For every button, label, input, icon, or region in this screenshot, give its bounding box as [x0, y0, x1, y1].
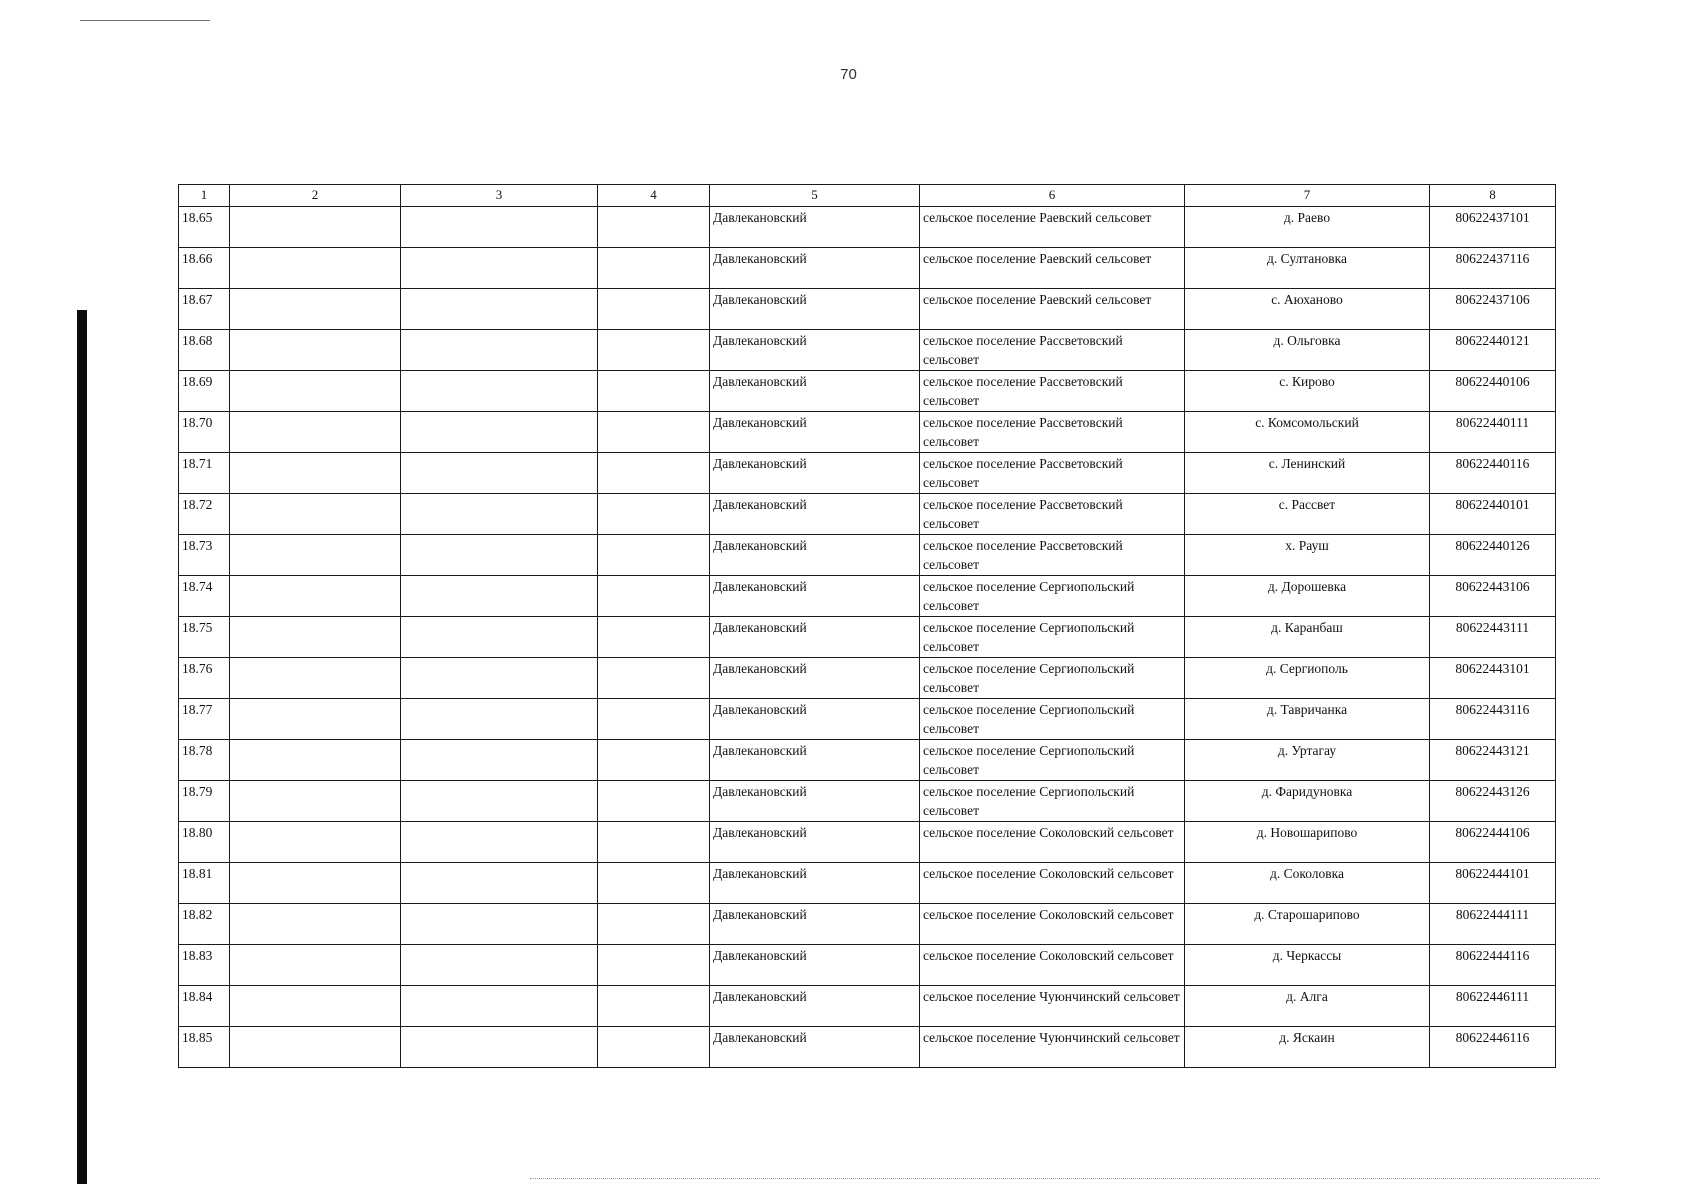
settlement-cell: сельское поселение Чуюнчинский сельсовет — [920, 986, 1185, 1027]
locality-cell: д. Каранбаш — [1185, 617, 1430, 658]
empty-cell — [230, 699, 401, 740]
district-cell: Давлекановский — [710, 781, 920, 822]
district-cell: Давлекановский — [710, 412, 920, 453]
empty-cell — [401, 904, 598, 945]
table-row — [179, 1027, 1556, 1068]
row-number-cell: 18.74 — [179, 576, 230, 617]
row-number-cell: 18.66 — [179, 248, 230, 289]
table-body — [179, 207, 1556, 1068]
table-row — [179, 576, 1556, 617]
settlement-cell: сельское поселение Рассветовский сельсовет — [920, 330, 1185, 371]
scan-top-line — [80, 20, 210, 21]
column-header: 3 — [401, 185, 598, 207]
empty-cell — [598, 986, 710, 1027]
table-row — [179, 904, 1556, 945]
oktmo-code-cell: 80622444116 — [1430, 945, 1556, 986]
empty-cell — [401, 781, 598, 822]
empty-cell — [598, 1027, 710, 1068]
row-number-cell: 18.72 — [179, 494, 230, 535]
empty-cell — [598, 289, 710, 330]
oktmo-code-cell: 80622437101 — [1430, 207, 1556, 248]
oktmo-code-cell: 80622443121 — [1430, 740, 1556, 781]
locality-cell: д. Яскаин — [1185, 1027, 1430, 1068]
table-row — [179, 248, 1556, 289]
row-number-cell: 18.78 — [179, 740, 230, 781]
table-row — [179, 371, 1556, 412]
district-cell: Давлекановский — [710, 740, 920, 781]
oktmo-code-cell: 80622440121 — [1430, 330, 1556, 371]
oktmo-code-cell: 80622443126 — [1430, 781, 1556, 822]
locality-cell: с. Кирово — [1185, 371, 1430, 412]
district-cell: Давлекановский — [710, 1027, 920, 1068]
locality-cell: х. Рауш — [1185, 535, 1430, 576]
oktmo-code-cell: 80622440101 — [1430, 494, 1556, 535]
empty-cell — [401, 412, 598, 453]
empty-cell — [598, 904, 710, 945]
row-number-cell: 18.70 — [179, 412, 230, 453]
locality-cell: д. Сергиополь — [1185, 658, 1430, 699]
empty-cell — [598, 576, 710, 617]
row-number-cell: 18.67 — [179, 289, 230, 330]
column-header: 7 — [1185, 185, 1430, 207]
locality-cell: с. Ленинский — [1185, 453, 1430, 494]
oktmo-code-cell: 80622437106 — [1430, 289, 1556, 330]
column-header: 4 — [598, 185, 710, 207]
empty-cell — [598, 863, 710, 904]
column-header: 2 — [230, 185, 401, 207]
page-number: 70 — [840, 66, 857, 83]
empty-cell — [598, 822, 710, 863]
district-cell: Давлекановский — [710, 494, 920, 535]
scan-edge-shadow — [77, 310, 87, 1184]
settlement-cell: сельское поселение Соколовский сельсовет — [920, 822, 1185, 863]
district-cell: Давлекановский — [710, 904, 920, 945]
table-row — [179, 289, 1556, 330]
empty-cell — [230, 412, 401, 453]
column-header: 8 — [1430, 185, 1556, 207]
row-number-cell: 18.85 — [179, 1027, 230, 1068]
empty-cell — [401, 248, 598, 289]
district-cell: Давлекановский — [710, 863, 920, 904]
table-row — [179, 781, 1556, 822]
table-row — [179, 740, 1556, 781]
oktmo-code-cell: 80622443116 — [1430, 699, 1556, 740]
oktmo-code-cell: 80622446111 — [1430, 986, 1556, 1027]
table-row — [179, 412, 1556, 453]
locality-cell: д. Старошарипово — [1185, 904, 1430, 945]
settlement-cell: сельское поселение Рассветовский сельсовет — [920, 494, 1185, 535]
district-cell: Давлекановский — [710, 535, 920, 576]
oktmo-code-cell: 80622443111 — [1430, 617, 1556, 658]
empty-cell — [401, 945, 598, 986]
settlement-cell: сельское поселение Рассветовский сельсовет — [920, 535, 1185, 576]
empty-cell — [401, 822, 598, 863]
empty-cell — [401, 371, 598, 412]
empty-cell — [230, 248, 401, 289]
empty-cell — [230, 494, 401, 535]
table-row — [179, 699, 1556, 740]
district-cell: Давлекановский — [710, 371, 920, 412]
settlement-cell: сельское поселение Сергиопольский сельсовет — [920, 617, 1185, 658]
locality-cell: д. Тавричанка — [1185, 699, 1430, 740]
empty-cell — [401, 330, 598, 371]
settlement-cell: сельское поселение Чуюнчинский сельсовет — [920, 1027, 1185, 1068]
empty-cell — [230, 822, 401, 863]
empty-cell — [230, 289, 401, 330]
locality-cell: д. Алга — [1185, 986, 1430, 1027]
empty-cell — [598, 617, 710, 658]
oktmo-code-cell: 80622440111 — [1430, 412, 1556, 453]
empty-cell — [401, 576, 598, 617]
settlement-cell: сельское поселение Соколовский сельсовет — [920, 863, 1185, 904]
empty-cell — [230, 576, 401, 617]
table-row — [179, 822, 1556, 863]
locality-cell: д. Султановка — [1185, 248, 1430, 289]
settlement-cell: сельское поселение Рассветовский сельсовет — [920, 371, 1185, 412]
empty-cell — [598, 494, 710, 535]
locality-cell: с. Комсомольский — [1185, 412, 1430, 453]
table-row — [179, 453, 1556, 494]
empty-cell — [230, 330, 401, 371]
empty-cell — [401, 494, 598, 535]
row-number-cell: 18.65 — [179, 207, 230, 248]
locality-cell: д. Соколовка — [1185, 863, 1430, 904]
empty-cell — [401, 207, 598, 248]
empty-cell — [598, 740, 710, 781]
oktmo-code-cell: 80622443101 — [1430, 658, 1556, 699]
empty-cell — [598, 453, 710, 494]
column-header: 6 — [920, 185, 1185, 207]
settlement-cell: сельское поселение Раевский сельсовет — [920, 289, 1185, 330]
empty-cell — [401, 453, 598, 494]
scan-bottom-line — [530, 1178, 1600, 1179]
oktmo-code-cell: 80622446116 — [1430, 1027, 1556, 1068]
locality-cell: с. Рассвет — [1185, 494, 1430, 535]
settlements-table — [178, 184, 1556, 1068]
empty-cell — [598, 371, 710, 412]
empty-cell — [230, 904, 401, 945]
empty-cell — [230, 207, 401, 248]
empty-cell — [230, 945, 401, 986]
oktmo-code-cell: 80622443106 — [1430, 576, 1556, 617]
row-number-cell: 18.82 — [179, 904, 230, 945]
table-row — [179, 207, 1556, 248]
settlement-cell: сельское поселение Раевский сельсовет — [920, 248, 1185, 289]
district-cell: Давлекановский — [710, 330, 920, 371]
row-number-cell: 18.84 — [179, 986, 230, 1027]
settlement-cell: сельское поселение Раевский сельсовет — [920, 207, 1185, 248]
district-cell: Давлекановский — [710, 945, 920, 986]
district-cell: Давлекановский — [710, 453, 920, 494]
oktmo-code-cell: 80622440126 — [1430, 535, 1556, 576]
column-header: 5 — [710, 185, 920, 207]
oktmo-code-cell: 80622440116 — [1430, 453, 1556, 494]
empty-cell — [230, 781, 401, 822]
locality-cell: д. Дорошевка — [1185, 576, 1430, 617]
row-number-cell: 18.69 — [179, 371, 230, 412]
row-number-cell: 18.80 — [179, 822, 230, 863]
table-row — [179, 330, 1556, 371]
empty-cell — [598, 945, 710, 986]
empty-cell — [401, 289, 598, 330]
settlement-cell: сельское поселение Сергиопольский сельсовет — [920, 781, 1185, 822]
empty-cell — [230, 453, 401, 494]
empty-cell — [230, 986, 401, 1027]
locality-cell: д. Раево — [1185, 207, 1430, 248]
district-cell: Давлекановский — [710, 248, 920, 289]
empty-cell — [401, 658, 598, 699]
settlement-cell: сельское поселение Сергиопольский сельсовет — [920, 699, 1185, 740]
row-number-cell: 18.71 — [179, 453, 230, 494]
empty-cell — [598, 207, 710, 248]
empty-cell — [230, 371, 401, 412]
district-cell: Давлекановский — [710, 699, 920, 740]
empty-cell — [598, 248, 710, 289]
empty-cell — [598, 658, 710, 699]
empty-cell — [401, 1027, 598, 1068]
locality-cell: д. Новошарипово — [1185, 822, 1430, 863]
locality-cell: д. Ольговка — [1185, 330, 1430, 371]
district-cell: Давлекановский — [710, 576, 920, 617]
district-cell: Давлекановский — [710, 658, 920, 699]
header-row — [179, 185, 1556, 207]
locality-cell: д. Фаридуновка — [1185, 781, 1430, 822]
row-number-cell: 18.68 — [179, 330, 230, 371]
empty-cell — [401, 986, 598, 1027]
empty-cell — [230, 617, 401, 658]
empty-cell — [230, 1027, 401, 1068]
settlement-cell: сельское поселение Сергиопольский сельсовет — [920, 576, 1185, 617]
empty-cell — [230, 740, 401, 781]
empty-cell — [230, 658, 401, 699]
empty-cell — [401, 863, 598, 904]
empty-cell — [598, 412, 710, 453]
table-row — [179, 535, 1556, 576]
table-row — [179, 494, 1556, 535]
row-number-cell: 18.76 — [179, 658, 230, 699]
row-number-cell: 18.83 — [179, 945, 230, 986]
settlement-cell: сельское поселение Соколовский сельсовет — [920, 945, 1185, 986]
empty-cell — [598, 781, 710, 822]
settlement-cell: сельское поселение Рассветовский сельсовет — [920, 412, 1185, 453]
row-number-cell: 18.79 — [179, 781, 230, 822]
locality-cell: с. Аюханово — [1185, 289, 1430, 330]
empty-cell — [598, 535, 710, 576]
oktmo-code-cell: 80622444106 — [1430, 822, 1556, 863]
locality-cell: д. Черкассы — [1185, 945, 1430, 986]
oktmo-code-cell: 80622440106 — [1430, 371, 1556, 412]
column-header: 1 — [179, 185, 230, 207]
settlement-cell: сельское поселение Соколовский сельсовет — [920, 904, 1185, 945]
empty-cell — [598, 330, 710, 371]
oktmo-code-cell: 80622437116 — [1430, 248, 1556, 289]
table-row — [179, 945, 1556, 986]
row-number-cell: 18.81 — [179, 863, 230, 904]
district-cell: Давлекановский — [710, 822, 920, 863]
row-number-cell: 18.75 — [179, 617, 230, 658]
district-cell: Давлекановский — [710, 986, 920, 1027]
settlement-cell: сельское поселение Сергиопольский сельсовет — [920, 740, 1185, 781]
empty-cell — [598, 699, 710, 740]
empty-cell — [401, 740, 598, 781]
locality-cell: д. Уртагау — [1185, 740, 1430, 781]
empty-cell — [401, 617, 598, 658]
oktmo-code-cell: 80622444111 — [1430, 904, 1556, 945]
settlement-cell: сельское поселение Рассветовский сельсовет — [920, 453, 1185, 494]
table-row — [179, 617, 1556, 658]
district-cell: Давлекановский — [710, 289, 920, 330]
table-row — [179, 863, 1556, 904]
empty-cell — [401, 699, 598, 740]
empty-cell — [230, 535, 401, 576]
district-cell: Давлекановский — [710, 207, 920, 248]
district-cell: Давлекановский — [710, 617, 920, 658]
row-number-cell: 18.77 — [179, 699, 230, 740]
empty-cell — [230, 863, 401, 904]
table-row — [179, 658, 1556, 699]
settlement-cell: сельское поселение Сергиопольский сельсовет — [920, 658, 1185, 699]
empty-cell — [401, 535, 598, 576]
table-row — [179, 986, 1556, 1027]
row-number-cell: 18.73 — [179, 535, 230, 576]
oktmo-code-cell: 80622444101 — [1430, 863, 1556, 904]
